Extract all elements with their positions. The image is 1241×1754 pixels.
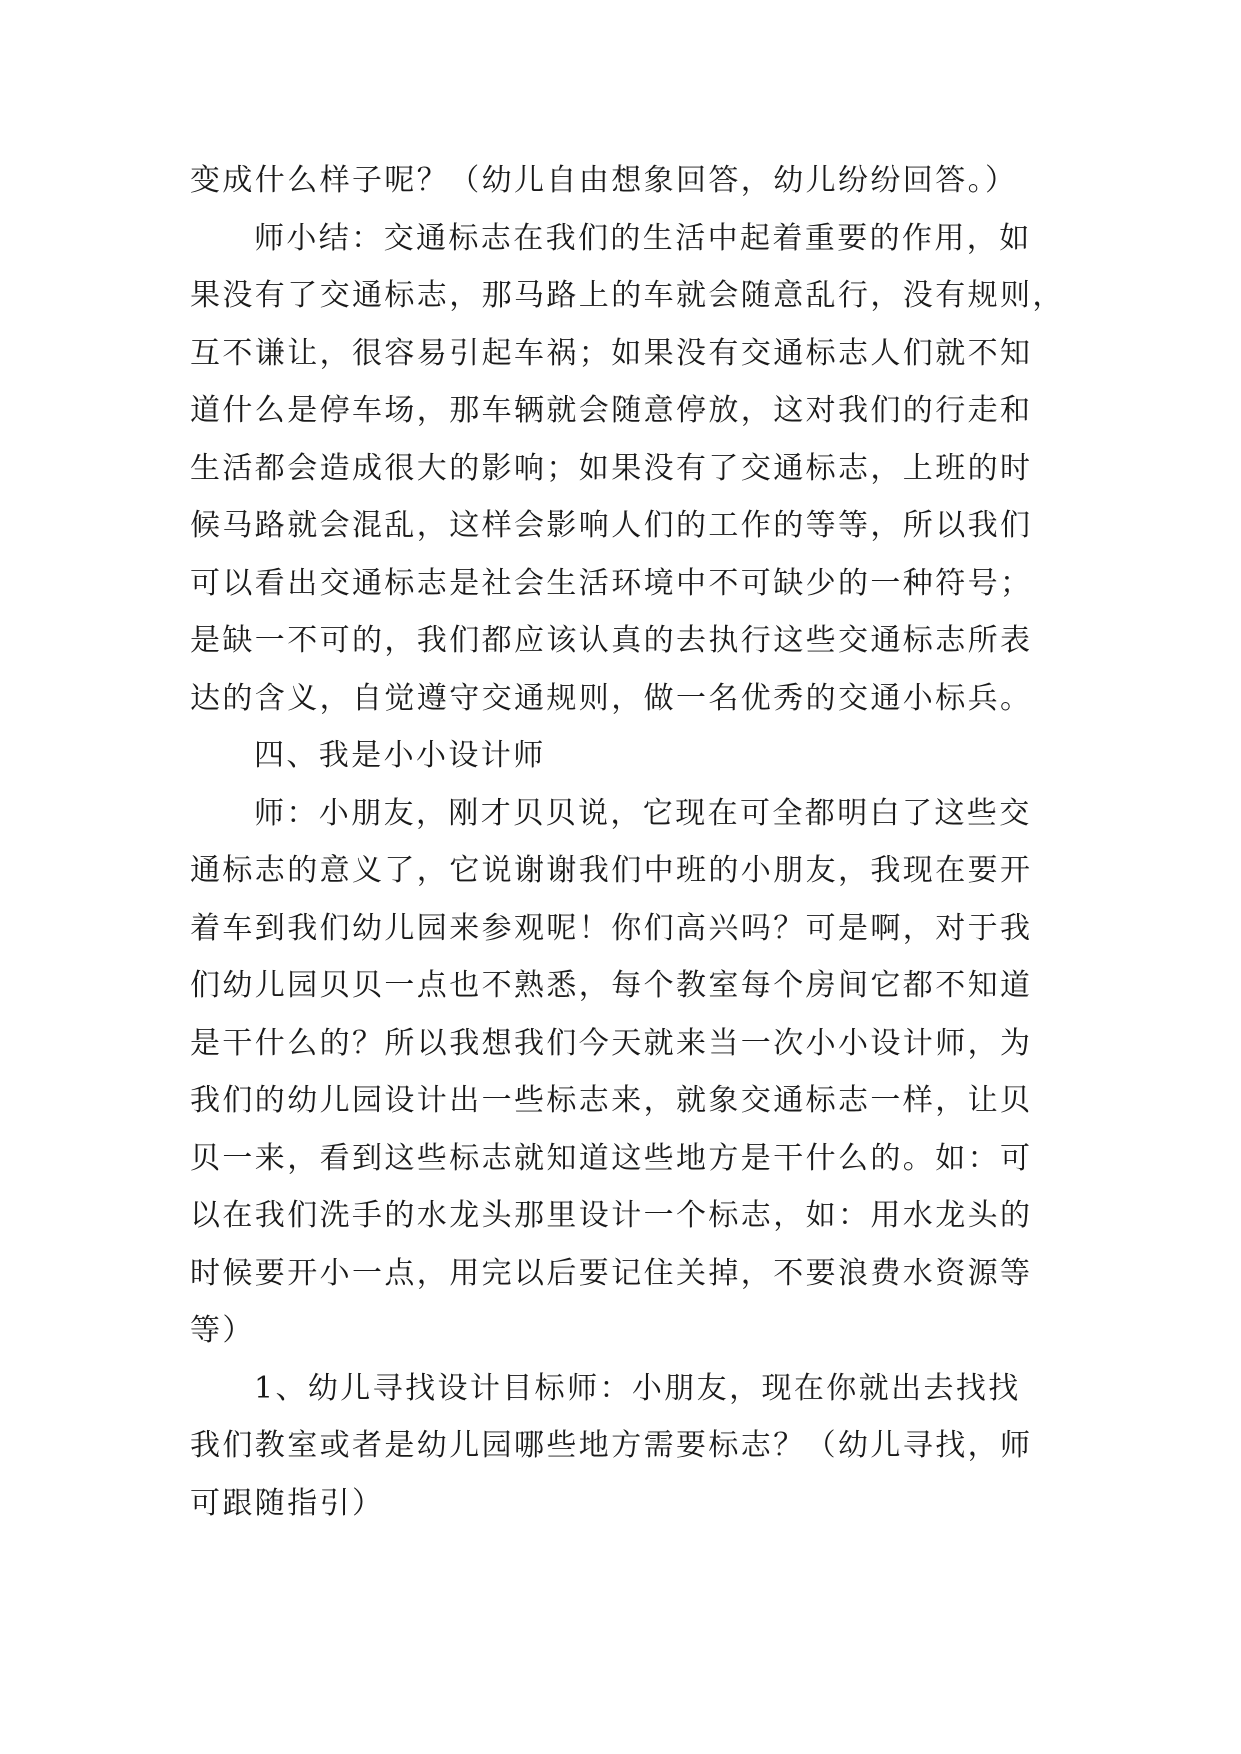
text-line: 可跟随指引）: [190, 1485, 385, 1521]
text-line: 师小结：交通标志在我们的生活中起着重要的作用，如: [254, 220, 1032, 256]
text-line: 是干什么的？所以我想我们今天就来当一次小小设计师，为: [190, 1025, 1033, 1061]
text-line: 变成什么样子呢？（幼儿自由想象回答，幼儿纷纷回答。）: [190, 163, 1018, 198]
text-line: 候马路就会混乱，这样会影响人们的工作的等等，所以我们: [190, 508, 1033, 543]
text-line: 着车到我们幼儿园来参观呢！你们高兴吗？可是啊，对于我: [190, 910, 1033, 946]
text-line: 四、我是小小设计师: [254, 738, 546, 773]
text-line: 道什么是停车场，那车辆就会随意停放，这对我们的行走和: [190, 393, 1033, 428]
text-line: 互不谦让，很容易引起车祸；如果没有交通标志人们就不知: [190, 335, 1033, 371]
text-line: 生活都会造成很大的影响；如果没有了交通标志，上班的时: [190, 450, 1033, 486]
text-line: 等）: [190, 1313, 255, 1348]
text-line: 果没有了交通标志，那马路上的车就会随意乱行，没有规则，: [190, 278, 1065, 313]
text-line: 们幼儿园贝贝一点也不熟悉，每个教室每个房间它都不知道: [190, 968, 1033, 1003]
text-line: 师：小朋友，刚才贝贝说，它现在可全都明白了这些交: [254, 795, 1032, 831]
text-line: 以在我们洗手的水龙头那里设计一个标志，如：用水龙头的: [190, 1198, 1033, 1233]
text-line: 是缺一不可的，我们都应该认真的去执行这些交通标志所表: [190, 623, 1033, 658]
text-line: 时候要开小一点，用完以后要记住关掉，不要浪费水资源等: [190, 1255, 1033, 1291]
text-line: 我们的幼儿园设计出一些标志来，就象交通标志一样，让贝: [190, 1083, 1033, 1118]
text-line: 贝一来，看到这些标志就知道这些地方是干什么的。如：可: [190, 1140, 1033, 1176]
text-line: 通标志的意义了，它说谢谢我们中班的小朋友，我现在要开: [190, 853, 1033, 888]
text-line: 可以看出交通标志是社会生活环境中不可缺少的一种符号；: [190, 565, 1033, 601]
document-body: [190, 152, 1070, 1532]
text-line: 我们教室或者是幼儿园哪些地方需要标志？（幼儿寻找，师: [190, 1428, 1033, 1463]
text-line: 1、幼儿寻找设计目标师：小朋友，现在你就出去找找: [254, 1370, 1021, 1406]
text-line: 达的含义，自觉遵守交通规则，做一名优秀的交通小标兵。: [190, 680, 1033, 716]
